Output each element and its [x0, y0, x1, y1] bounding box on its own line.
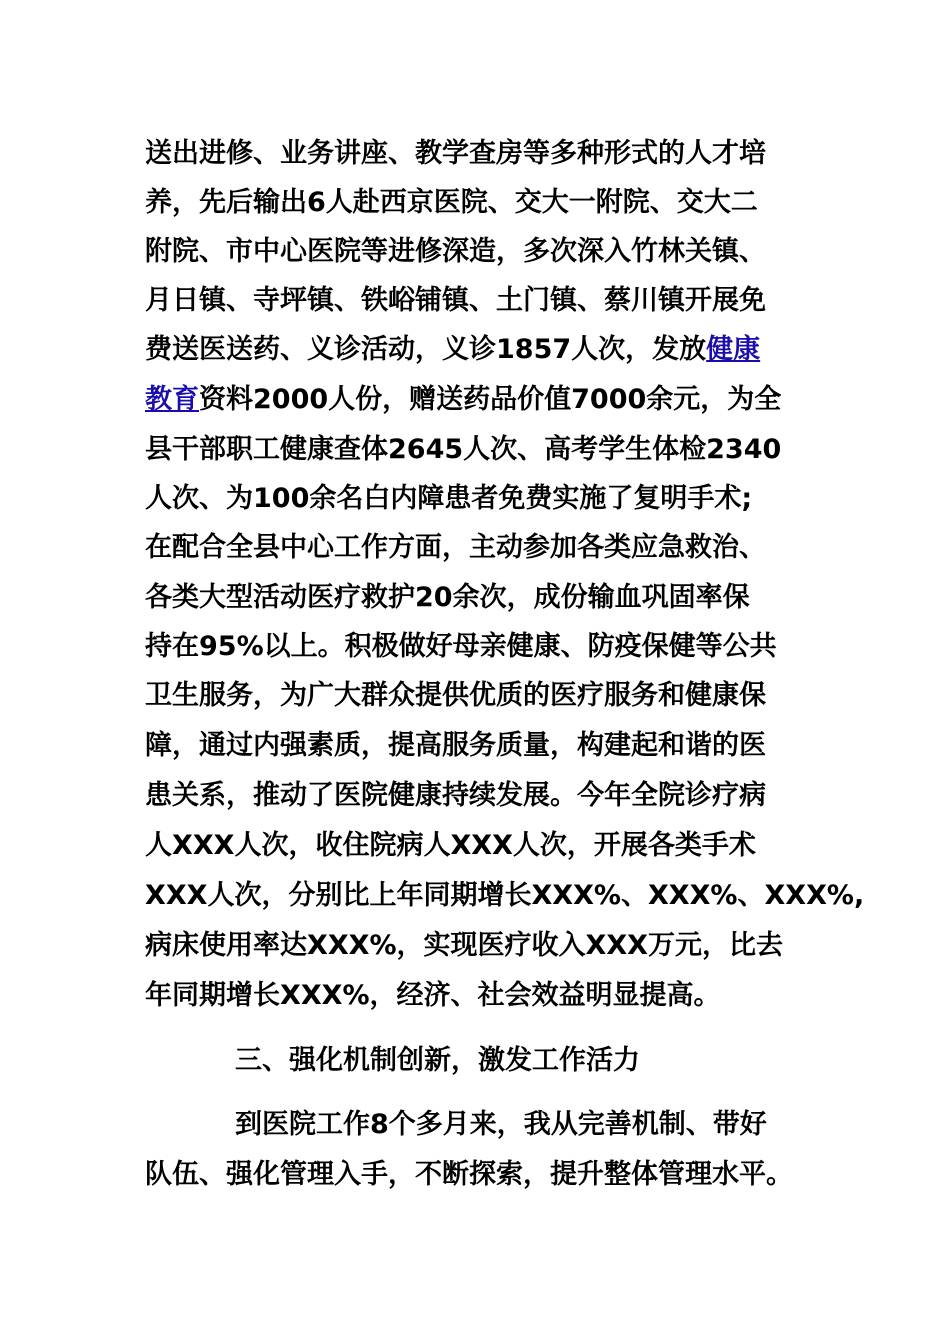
health-education-link-continued[interactable]: 教育 — [145, 384, 199, 415]
body-text-line: 持在95%以上。积极做好母亲健康、防疫保健等公共 — [145, 631, 777, 662]
body-text-line: 病床使用率达XXX%，实现医疗收入XXX万元，比去 — [145, 930, 783, 961]
body-text-line: 在配合全县中心工作方面，主动参加各类应急救治、 — [145, 532, 766, 563]
body-text-segment: 费送医送药、义诊活动，义诊1857人次，发放 — [145, 334, 707, 365]
body-text-segment: 资料2000人份，赠送药品价值7000余元，为全 — [199, 384, 782, 415]
body-text-line: 人次、为100余名白内障患者免费实施了复明手术; — [145, 483, 753, 514]
body-text-line: 障，通过内强素质，提高服务质量，构建起和谐的医 — [145, 730, 766, 761]
body-text-line: 队伍、强化管理入手，不断探索，提升整体管理水平。 — [145, 1159, 793, 1190]
body-text-line: 月日镇、寺坪镇、铁峪铺镇、土门镇、蔡川镇开展免 — [145, 285, 766, 316]
section-heading: 三、强化机制创新，激发工作活力 — [235, 1045, 640, 1076]
body-text-line: 年同期增长XXX%，经济、社会效益明显提高。 — [145, 980, 721, 1011]
body-text-line: XXX人次，分别比上年同期增长XXX%、XXX%、XXX%, — [145, 880, 865, 911]
body-text-line-with-link — [145, 380, 781, 420]
body-text-line-with-link — [145, 330, 760, 370]
body-text-line: 到医院工作8个多月来，我从完善机制、带好 — [235, 1109, 767, 1140]
health-education-link[interactable]: 健康 — [706, 334, 761, 365]
body-text-line: 人XXX人次，收住院病人XXX人次，开展各类手术 — [145, 830, 756, 861]
body-text-line: 附院、市中心医院等进修深造，多次深入竹林关镇、 — [145, 236, 766, 267]
body-text-line: 各类大型活动医疗救护20余次，成份输血巩固率保 — [145, 582, 750, 613]
body-text-line: 养，先后输出6人赴西京医院、交大一附院、交大二 — [145, 187, 758, 218]
body-text-line: 患关系，推动了医院健康持续发展。今年全院诊疗病 — [145, 780, 766, 811]
body-text-line: 县干部职工健康查体2645人次、高考学生体检2340 — [145, 434, 782, 465]
body-text-line: 卫生服务，为广大群众提供优质的医疗服务和健康保 — [145, 680, 766, 711]
body-text-line: 送出进修、业务讲座、教学查房等多种形式的人才培 — [145, 138, 766, 169]
